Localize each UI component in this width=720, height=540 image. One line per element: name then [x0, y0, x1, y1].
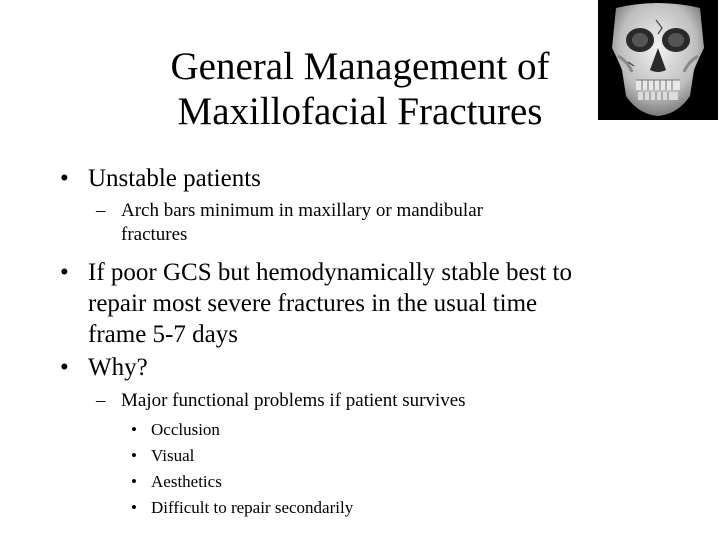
title-line-1: General Management of [170, 45, 550, 88]
bullet-line-1: If poor GCS but hemodynamically stable best to [88, 259, 572, 286]
sub-bullet-line-1: Arch bars minimum in maxillary or mandibular [121, 200, 483, 221]
sub-bullet-line-2: fractures [121, 224, 188, 245]
bullet-line-2: repair most severe fractures in the usual time [88, 290, 538, 317]
sub-bullet-text: Major functional problems if patient survives [121, 390, 466, 411]
dot-glyph: • [131, 472, 137, 491]
dash-glyph: – [96, 390, 106, 411]
bullet-glyph: • [60, 259, 69, 286]
title-line-2: Maxillofacial Fractures [177, 90, 543, 133]
bullet-line-3: frame 5-7 days [88, 321, 238, 348]
bullet-text: Why? [88, 354, 148, 381]
ct-skull-image [598, 0, 718, 120]
list-item-text: Aesthetics [151, 472, 222, 491]
bullet-glyph: • [60, 354, 69, 381]
dot-glyph: • [131, 498, 137, 517]
list-item-text: Visual [151, 446, 195, 465]
dot-glyph: • [131, 446, 137, 465]
list-item-text: Difficult to repair secondarily [151, 498, 354, 517]
dash-glyph: – [96, 200, 106, 221]
dot-glyph: • [131, 420, 137, 439]
bullet-glyph: • [60, 165, 69, 192]
slide-title [40, 44, 680, 134]
list-item-text: Occlusion [151, 420, 220, 439]
bullet-text: Unstable patients [88, 165, 261, 192]
skull-icon [598, 0, 718, 120]
